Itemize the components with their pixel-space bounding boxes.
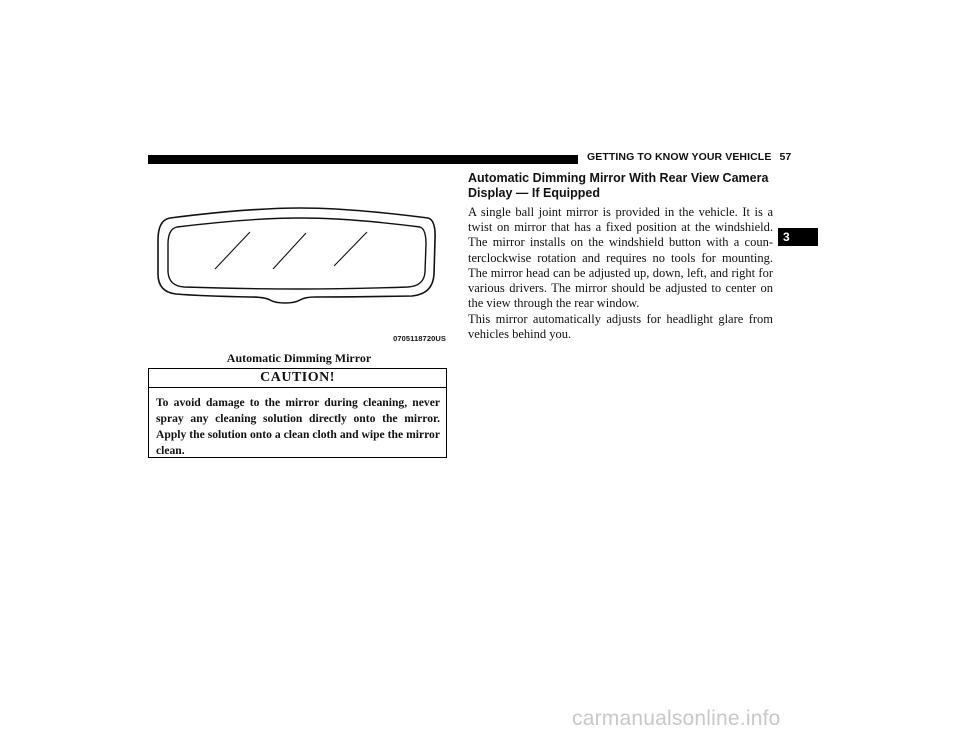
chapter-tab: 3 <box>778 228 818 246</box>
mirror-inner-outline <box>168 218 426 289</box>
body-paragraph: This mirror automatically adjusts for headlight glare from vehicles behind you. <box>468 312 773 342</box>
body-paragraph: A single ball joint mirror is provided in the vehicle. It is a twist on mirror that has a fixed position at the windshield. The mirror installs on the windshield button with a coun-terclockwise rotation and requires no tools for mounting. The mirror head can be adjusted up, down, left, and right for various drivers. The mirror should be adjusted to center on the view through the rear window. <box>468 205 773 311</box>
caution-title: CAUTION! <box>149 369 446 388</box>
figure-caption: Automatic Dimming Mirror <box>226 351 372 365</box>
glare-line-3 <box>334 232 367 266</box>
header-section-title: GETTING TO KNOW YOUR VEHICLE <box>587 151 772 163</box>
glare-line-1 <box>215 232 250 269</box>
figure-code: 0705118720US <box>393 334 446 343</box>
glare-line-2 <box>273 233 306 269</box>
caution-text: To avoid damage to the mirror during cleaning, never spray any cleaning solution directly onto the mirror. Apply the solution onto a clean cloth and wipe the mirror clean. <box>156 396 440 457</box>
mirror-figure <box>150 190 448 348</box>
header-rule <box>148 155 578 164</box>
section-heading: Automatic Dimming Mirror With Rear View Camera Display — If Equipped <box>468 171 769 200</box>
running-header <box>587 151 791 163</box>
watermark-text: carmanualsonline.info <box>572 707 781 730</box>
page-number: 57 <box>779 151 792 163</box>
caution-box <box>148 368 447 458</box>
rearview-mirror-illustration <box>150 190 448 348</box>
